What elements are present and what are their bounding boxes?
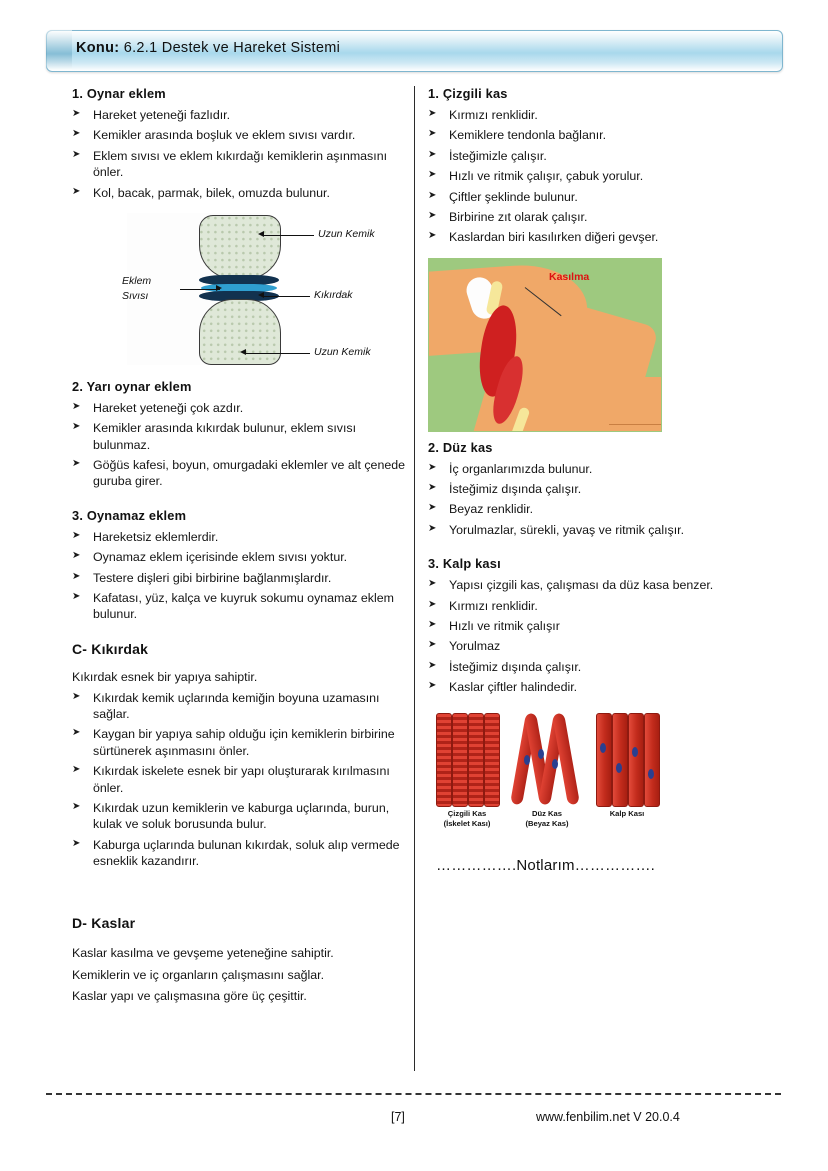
list-item: ➤ İç organlarımızda bulunur. (428, 461, 768, 477)
section-kaslar (72, 915, 412, 1004)
list-item: ➤ Hızlı ve ritmik çalışır (428, 618, 768, 634)
section-heading: 2. Yarı oynar eklem (72, 378, 192, 394)
skeletal-muscle-figure (436, 713, 492, 828)
list-item: ➤ Kemikler arasında kıkırdak bulunur, eklem sıvısı bulunmaz. (72, 420, 412, 453)
list-item: ➤ Hareket yeteneği fazlıdır. (72, 107, 412, 123)
upper-bone-shape (199, 215, 281, 279)
muscle-fiber (612, 713, 628, 807)
label-uzun-kemik-bottom: Uzun Kemik (314, 345, 371, 358)
section-heading: 1. Çizgili kas (428, 86, 508, 101)
list-item: ➤ Yapısı çizgili kas, çalışması da düz kasa benzer. (428, 577, 768, 593)
bullet-list (72, 690, 412, 870)
footer-site: www.fenbilim.net V 20.0.4 (536, 1110, 680, 1124)
label-sivisi: Sıvısı (122, 289, 149, 302)
leader-line-right (262, 296, 310, 297)
muscle-fiber (436, 713, 452, 807)
list-item: ➤ Kaslardan biri kasılırken diğeri gevşer. (428, 229, 768, 245)
caption-line-2: (Beyaz Kas) (525, 818, 569, 828)
list-item: ➤ Kaygan bir yapıya sahip olduğu için kemiklerin birbirine sürtünerek aşınmasını önler. (72, 726, 412, 759)
list-item: ➤ Yorulmaz (428, 638, 768, 654)
bullet-list (72, 400, 412, 490)
list-item: ➤ Kaburga uçlarında bulunan kıkırdak, soluk alıp vermede esneklik kazandırır. (72, 837, 412, 870)
figure-caption (590, 809, 664, 818)
muscle-fiber (452, 713, 468, 807)
bullet-list (72, 529, 412, 623)
arm-muscle-diagram (428, 258, 662, 432)
footer-divider (46, 1093, 781, 1095)
list-item: ➤ Oynamaz eklem içerisinde eklem sıvısı yoktur. (72, 549, 412, 565)
leader-arrow-top (258, 231, 264, 237)
joint-diagram (72, 213, 412, 371)
section-heading: C- Kıkırdak (72, 640, 149, 657)
section-oynar-eklem (72, 86, 412, 201)
list-item: ➤ Kemikler arasında boşluk ve eklem sıvısı vardır. (72, 127, 412, 143)
section-heading: 3. Oynamaz eklem (72, 507, 187, 523)
smooth-muscle-figure (516, 713, 572, 828)
list-item: ➤ Kemiklere tendonla bağlanır. (428, 127, 768, 143)
leader-line-top (262, 235, 314, 236)
caption-line-1: Düz Kas (532, 809, 562, 819)
list-item: ➤ Hareket yeteneği çok azdır. (72, 400, 412, 416)
label-kasilma: Kasılma (549, 270, 590, 283)
topic-label: Konu: (76, 40, 120, 56)
right-column (428, 86, 768, 874)
caption-line-2: (İskelet Kası) (443, 818, 491, 828)
section-oynamaz-eklem (72, 508, 412, 623)
list-item: ➤ Kırmızı renklidir. (428, 107, 768, 123)
topic-title (76, 40, 340, 56)
section-heading: D- Kaslar (72, 915, 136, 932)
column-divider (414, 86, 415, 1071)
caption-line-1: Kalp Kası (609, 809, 645, 819)
section-duz-kas (428, 440, 768, 539)
section-yari-oynar-eklem (72, 379, 412, 490)
muscle-fiber (596, 713, 612, 807)
cell-nucleus (552, 759, 558, 769)
list-item: ➤ Kol, bacak, parmak, bilek, omuzda bulunur. (72, 185, 412, 201)
section-cizgili-kas (428, 86, 768, 246)
hand-crease (609, 424, 662, 425)
list-item: ➤ İsteğimiz dışında çalışır. (428, 481, 768, 497)
list-item: ➤ Yorulmazlar, sürekli, yavaş ve ritmik çalışır. (428, 522, 768, 538)
list-item: ➤ İsteğimizle çalışır. (428, 148, 768, 164)
figure-caption (510, 809, 584, 828)
paragraph: Kaslar yapı ve çalışmasına göre üç çeşittir. (72, 988, 307, 1003)
list-item: ➤ Kıkırdak iskelete esnek bir yapı oluşturarak kırılmasını önler. (72, 763, 412, 796)
notes-heading: …………….Notlarım……………. (436, 857, 656, 875)
list-item: ➤ Kıkırdak uzun kemiklerin ve kaburga uçlarında, burun, kulak ve soluk borusunda bulur. (72, 800, 412, 833)
list-item: ➤ Kafatası, yüz, kalça ve kuyruk sokumu oynamaz eklem bulunur. (72, 590, 412, 623)
paragraph: Kemiklerin ve iç organların çalışmasını sağlar. (72, 967, 325, 982)
bullet-list (72, 107, 412, 201)
label-eklem: Eklem (122, 274, 152, 287)
section-kikirdak (72, 641, 412, 870)
muscle-fiber (628, 713, 644, 807)
left-column (72, 86, 412, 1023)
bullet-list (428, 461, 768, 539)
muscle-fiber (644, 713, 660, 807)
list-item: ➤ Göğüs kafesi, boyun, omurgadaki eklemler ve alt çenede guruba girer. (72, 457, 412, 490)
leader-line-bottom (244, 353, 310, 354)
leader-arrow-right (258, 292, 264, 298)
page-footer (46, 1110, 781, 1132)
cardiac-muscle-figure (596, 713, 652, 819)
section-intro: Kıkırdak esnek bir yapıya sahiptir. (72, 669, 258, 684)
section-heading: 2. Düz kas (428, 439, 493, 455)
bullet-list (428, 107, 768, 246)
list-item: ➤ Kıkırdak kemik uçlarında kemiğin boyuna uzamasını sağlar. (72, 690, 412, 723)
caption-line-1: Çizgili Kas (447, 809, 487, 819)
list-item: ➤ Kırmızı renklidir. (428, 598, 768, 614)
topic-value: 6.2.1 Destek ve Hareket Sistemi (123, 40, 341, 56)
paragraph: Kaslar kasılma ve gevşeme yeteneğine sahiptir. (72, 946, 334, 961)
list-item: ➤ Eklem sıvısı ve eklem kıkırdağı kemiklerin aşınmasını önler. (72, 148, 412, 181)
page-number: [7] (391, 1110, 405, 1124)
list-item: ➤ Hızlı ve ritmik çalışır, çabuk yorulur. (428, 168, 768, 184)
label-kikirdak: Kıkırdak (314, 288, 353, 301)
list-item: ➤ Birbirine zıt olarak çalışır. (428, 209, 768, 225)
list-item: ➤ Beyaz renklidir. (428, 501, 768, 517)
figure-caption (430, 809, 504, 828)
bullet-list (428, 577, 768, 695)
topic-banner-cap (46, 30, 72, 70)
muscle-types-diagram (436, 713, 676, 841)
section-kalp-kasi (428, 556, 768, 695)
hand-shape (597, 377, 662, 432)
muscle-fiber (484, 713, 500, 807)
list-item: ➤ Çiftler şeklinde bulunur. (428, 189, 768, 205)
list-item: ➤ Testere dişleri gibi birbirine bağlanmışlardır. (72, 570, 412, 586)
list-item: ➤ İsteğimiz dışında çalışır. (428, 659, 768, 675)
list-item: ➤ Kaslar çiftler halindedir. (428, 679, 768, 695)
label-uzun-kemik-top: Uzun Kemik (318, 227, 375, 240)
leader-arrow-left (216, 285, 222, 291)
muscle-fiber (468, 713, 484, 807)
leader-line-left (180, 289, 220, 290)
list-item: ➤ Hareketsiz eklemlerdir. (72, 529, 412, 545)
section-heading: 1. Oynar eklem (72, 86, 166, 101)
leader-arrow-bottom (240, 349, 246, 355)
section-heading: 3. Kalp kası (428, 556, 501, 572)
